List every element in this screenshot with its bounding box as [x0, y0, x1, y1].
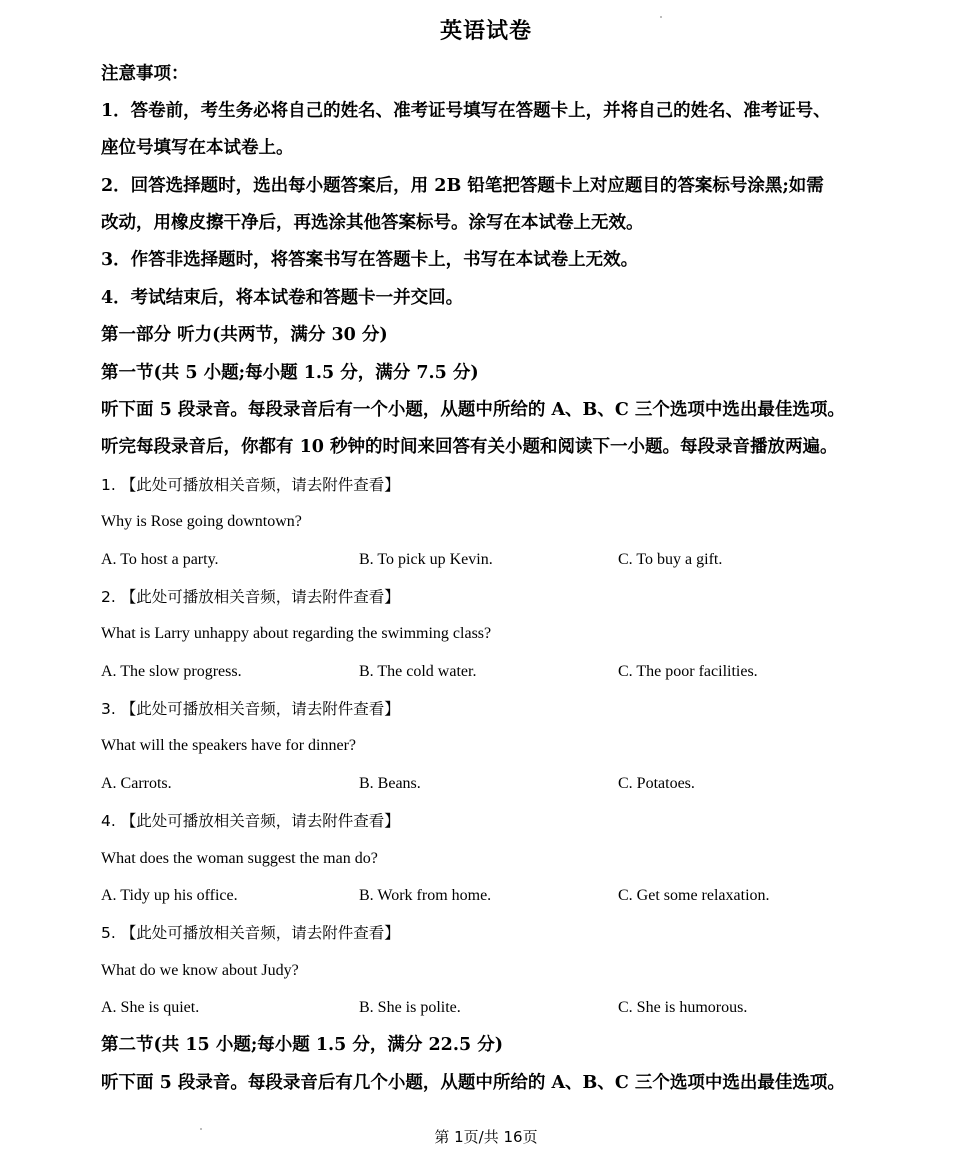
- audio-note-q5: 5. 【此处可播放相关音频，请去附件查看】: [101, 924, 400, 942]
- section2-heading: 第二节(共 15 小题;每小题 1.5 分，满分 22.5 分): [101, 1035, 503, 1055]
- option-c-q1: C. To buy a gift.: [618, 551, 723, 568]
- note-line-5: 3．作答非选择题时，将答案书写在答题卡上，书写在本试卷上无效。: [101, 250, 639, 270]
- option-c-q5: C. She is humorous.: [618, 999, 748, 1016]
- section1-instruction-2: 听完每段录音后，你都有 10 秒钟的时间来回答有关小题和阅读下一小题。每段录音播放两遍。: [101, 437, 838, 457]
- question-q2: What is Larry unhappy about regarding the swimming class?: [101, 625, 492, 642]
- option-a-q4: A. Tidy up his office.: [101, 887, 238, 904]
- section1-heading: 第一节(共 5 小题;每小题 1.5 分，满分 7.5 分): [101, 363, 479, 383]
- option-b-q5: B. She is polite.: [359, 999, 461, 1016]
- option-c-q4: C. Get some relaxation.: [618, 887, 770, 904]
- question-q5: What do we know about Judy?: [101, 962, 299, 979]
- note-line-1: 1．答卷前，考生务必将自己的姓名、准考证号填写在答题卡上，并将自己的姓名、准考证号、: [101, 101, 831, 121]
- note-line-2: 座位号填写在本试卷上。: [101, 138, 294, 158]
- option-b-q2: B. The cold water.: [359, 663, 477, 680]
- audio-note-q4: 4. 【此处可播放相关音频，请去附件查看】: [101, 812, 400, 830]
- notes-heading: 注意事项：: [101, 64, 189, 84]
- option-a-q3: A. Carrots.: [101, 775, 172, 792]
- page-footer: 第 1页/共 16页: [434, 1128, 538, 1146]
- option-a-q1: A. To host a party.: [101, 551, 219, 568]
- question-q3: What will the speakers have for dinner?: [101, 737, 357, 754]
- audio-note-q2: 2. 【此处可播放相关音频，请去附件查看】: [101, 588, 400, 606]
- option-c-q3: C. Potatoes.: [618, 775, 695, 792]
- option-b-q1: B. To pick up Kevin.: [359, 551, 493, 568]
- question-q1: Why is Rose going downtown?: [101, 513, 302, 530]
- audio-note-q1: 1. 【此处可播放相关音频，请去附件查看】: [101, 476, 400, 494]
- page-title: 英语试卷: [439, 18, 532, 44]
- section1-instruction-1: 听下面 5 段录音。每段录音后有一个小题，从题中所给的 A、B、C 三个选项中选出最佳选项。: [101, 400, 845, 420]
- option-b-q4: B. Work from home.: [359, 887, 492, 904]
- note-line-3: 2．回答选择题时，选出每小题答案后，用 2B 铅笔把答题卡上对应题目的答案标号涂黑;如需: [101, 176, 824, 196]
- option-a-q2: A. The slow progress.: [101, 663, 242, 680]
- question-q4: What does the woman suggest the man do?: [101, 850, 378, 867]
- option-a-q5: A. She is quiet.: [101, 999, 200, 1016]
- part1-heading: 第一部分 听力(共两节，满分 30 分): [101, 325, 388, 345]
- section2-instruction: 听下面 5 段录音。每段录音后有几个小题，从题中所给的 A、B、C 三个选项中选出最佳选项。: [101, 1073, 845, 1093]
- note-line-4: 改动，用橡皮擦干净后，再选涂其他答案标号。涂写在本试卷上无效。: [101, 213, 644, 233]
- option-c-q2: C. The poor facilities.: [618, 663, 758, 680]
- note-line-6: 4．考试结束后，将本试卷和答题卡一并交回。: [101, 288, 464, 308]
- audio-note-q3: 3. 【此处可播放相关音频，请去附件查看】: [101, 700, 400, 718]
- option-b-q3: B. Beans.: [359, 775, 421, 792]
